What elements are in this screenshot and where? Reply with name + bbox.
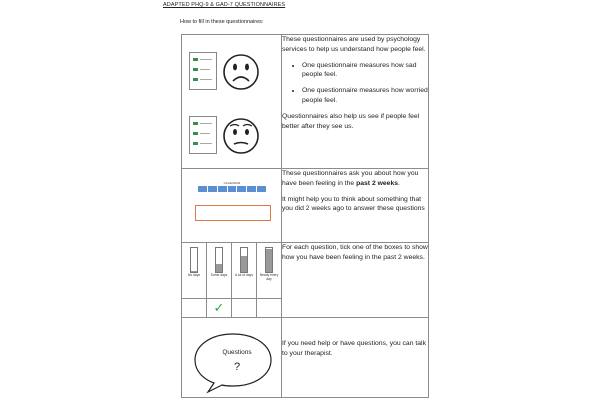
level-bar	[215, 247, 223, 273]
bubble-label: Questions	[222, 349, 252, 356]
help-explanation	[282, 318, 429, 398]
calendar-day-cell	[228, 193, 237, 199]
questionnaire-sheet-icon	[189, 116, 217, 154]
scale-label: A lot of days	[235, 273, 253, 277]
tick-box-explanation	[282, 243, 429, 318]
calendar-header-cell	[228, 186, 237, 192]
paragraph: If you need help or have questions, you can talk to your therapist.	[282, 340, 426, 357]
paragraph: For each question, tick one of the boxes to show how you have been feeling in the past 2 weeks.	[282, 244, 428, 261]
instructions-table	[181, 34, 429, 398]
calendar-header-cell	[208, 186, 217, 192]
scale-option	[257, 243, 281, 298]
level-fill	[241, 256, 247, 272]
table-row	[182, 243, 429, 318]
calendar-day-cell	[208, 199, 217, 205]
calendar-title: CALENDAR	[223, 181, 241, 185]
table-row	[182, 35, 429, 169]
intro-text: How to fill in these questionnaires:	[180, 19, 264, 25]
calendar-day-cell	[247, 199, 256, 205]
calendar-day-cell	[237, 199, 246, 205]
calendar-day-cell	[198, 199, 207, 205]
paragraph: These questionnaires ask you about how you have been feeling in the past 2 weeks.	[282, 170, 419, 187]
calendar-header-cell	[257, 186, 266, 192]
level-bar	[190, 247, 198, 273]
level-bar	[265, 247, 273, 273]
calendar-header-cell	[218, 186, 227, 192]
list-item: • One questionnaire measures how sad people feel.	[302, 61, 428, 81]
calendar-day-cell	[257, 199, 266, 205]
paragraph: These questionnaires are used by psychology services to help us understand how people feel.	[282, 36, 426, 53]
scale-label: No days	[187, 273, 201, 277]
scale-option	[232, 243, 257, 298]
document-title: ADAPTED PHQ-9 & GAD-7 QUESTIONNAIRES	[163, 2, 286, 8]
calendar-day-cell	[198, 193, 207, 199]
level-fill	[266, 249, 272, 272]
calendar-day-cell	[228, 199, 237, 205]
tick-row	[182, 298, 281, 317]
worried-face-icon	[222, 117, 260, 155]
table-row	[182, 318, 429, 398]
bullet-list	[282, 61, 428, 106]
list-item: • One questionnaire measures how worried people feel.	[302, 86, 428, 106]
check-icon: ✓	[207, 299, 232, 317]
sad-face-icon	[222, 53, 260, 91]
calendar-day-cell	[237, 193, 246, 199]
calendar-day-cell	[218, 193, 227, 199]
answer-scale-illustration	[182, 243, 282, 318]
scale-label: Nearly every day	[259, 273, 279, 281]
level-fill	[191, 271, 197, 272]
calendar-day-cell	[218, 199, 227, 205]
emphasis: past 2 weeks	[356, 179, 399, 187]
calendar-day-cell	[257, 193, 266, 199]
paragraph: Questionnaires also help us see if people feel better after they see us.	[282, 112, 420, 130]
questionnaire-sheet-icon	[189, 52, 217, 90]
level-bar	[240, 247, 248, 273]
answer-scale	[182, 243, 281, 298]
two-weeks-explanation	[282, 169, 429, 243]
calendar-day-cell	[208, 193, 217, 199]
questions-illustration	[182, 318, 282, 398]
paragraph: It might help you to think about something that you did 2 weeks ago to answer these questions	[282, 195, 425, 213]
questionnaire-illustration	[182, 35, 282, 169]
calendar-illustration	[182, 169, 282, 243]
calendar-header-cell	[247, 186, 256, 192]
calendar-day-cell	[247, 193, 256, 199]
calendar-header-cell	[198, 186, 207, 192]
calendar-highlight	[195, 205, 271, 221]
question-mark: ?	[233, 361, 241, 373]
questionnaires-explanation	[282, 35, 429, 169]
scale-label: Some days	[210, 273, 228, 277]
calendar-header-cell	[237, 186, 246, 192]
scale-option	[182, 243, 207, 298]
level-fill	[216, 264, 222, 272]
table-row	[182, 169, 429, 243]
scale-option	[207, 243, 232, 298]
